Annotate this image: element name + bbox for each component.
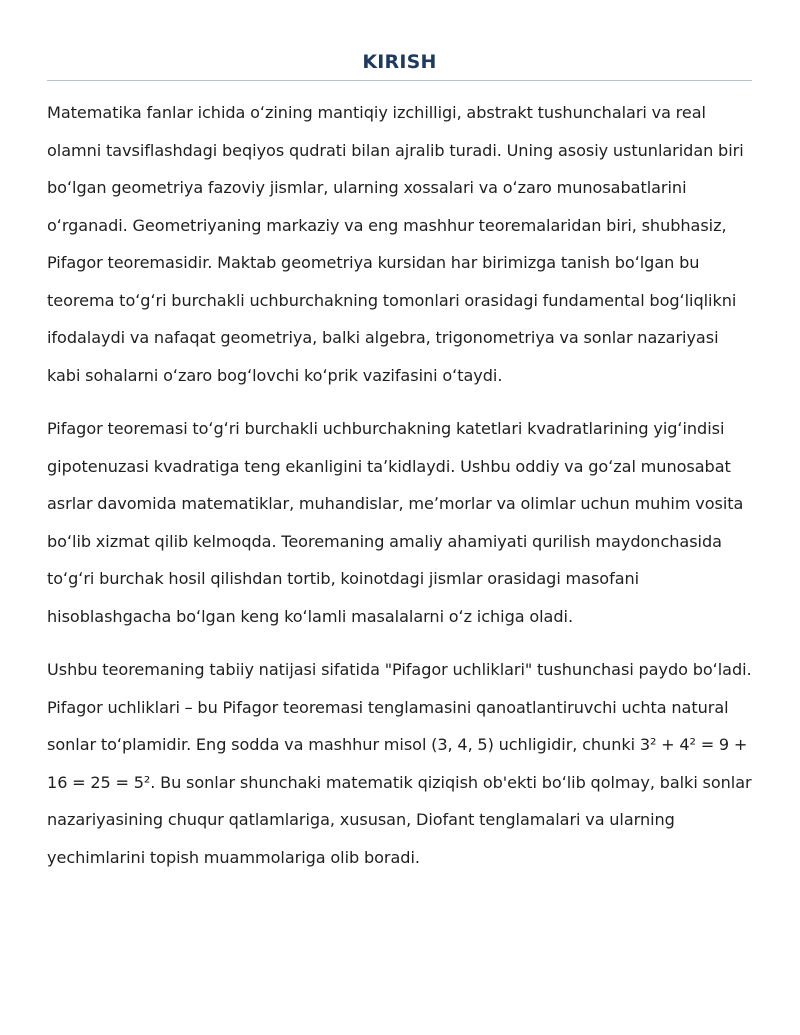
paragraph-intro: Matematika fanlar ichida oʻzining mantiqiy izchilligi, abstrakt tushunchalari va real olamni tavsiflashdagi beqiyos qudrati bilan ajralib turadi. Uning asosiy ustunlaridan biri boʻlgan geometriya fazoviy jismlar, ularning xossalari va oʻzaro munosabatlarini oʻrganadi. Geometriyaning markaziy va eng mashhur teoremalaridan biri, shubhasiz, Pifagor teoremasidir. Maktab geometriya kursidan har birimizga tanish boʻlgan bu teorema toʻgʻri burchakli uchburchakning tomonlari orasidagi fundamental bogʻliqlikni ifodalaydi va nafaqat geometriya, balki algebra, trigonometriya va sonlar nazariyasi kabi sohalarni oʻzaro bogʻlovchi koʻprik vazifasini oʻtaydi. xyxy=(47,103,744,385)
title-divider xyxy=(47,80,752,81)
document-page xyxy=(47,0,752,876)
paragraph-pythagorean-theorem: Pifagor teoremasi toʻgʻri burchakli uchburchakning katetlari kvadratlarining yigʻindisi gipotenuzasi kvadratiga teng ekanligini taʼkidlaydi. Ushbu oddiy va goʻzal munosabat asrlar davomida matematiklar, muhandislar, meʼmorlar va olimlar uchun muhim vosita boʻlib xizmat qilib kelmoqda. Teoremaning amaliy ahamiyati qurilish maydonchasida toʻgʻri burchak hosil qilishdan tortib, koinotdagi jismlar orasidagi masofani hisoblashgacha boʻlgan keng koʻlamli masalalarni oʻz ichiga oladi. xyxy=(47,419,744,626)
paragraph-pythagorean-triples: Ushbu teoremaning tabiiy natijasi sifatida "Pifagor uchliklari" tushunchasi paydo boʻladi. Pifagor uchliklari – bu Pifagor teoremasi tenglamasini qanoatlantiruvchi uchta natural sonlar toʻplamidir. Eng sodda va mashhur misol (3, 4, 5) uchligidir, chunki 3² + 4² = 9 + 16 = 25 = 5². Bu sonlar shunchaki matematik qiziqish ob'ekti boʻlib qolmay, balki sonlar nazariyasining chuqur qatlamlariga, xususan, Diofant tenglamalari va ularning yechimlarini topish muammolariga olib boradi. xyxy=(47,660,752,867)
section-title: KIRISH xyxy=(362,51,437,73)
